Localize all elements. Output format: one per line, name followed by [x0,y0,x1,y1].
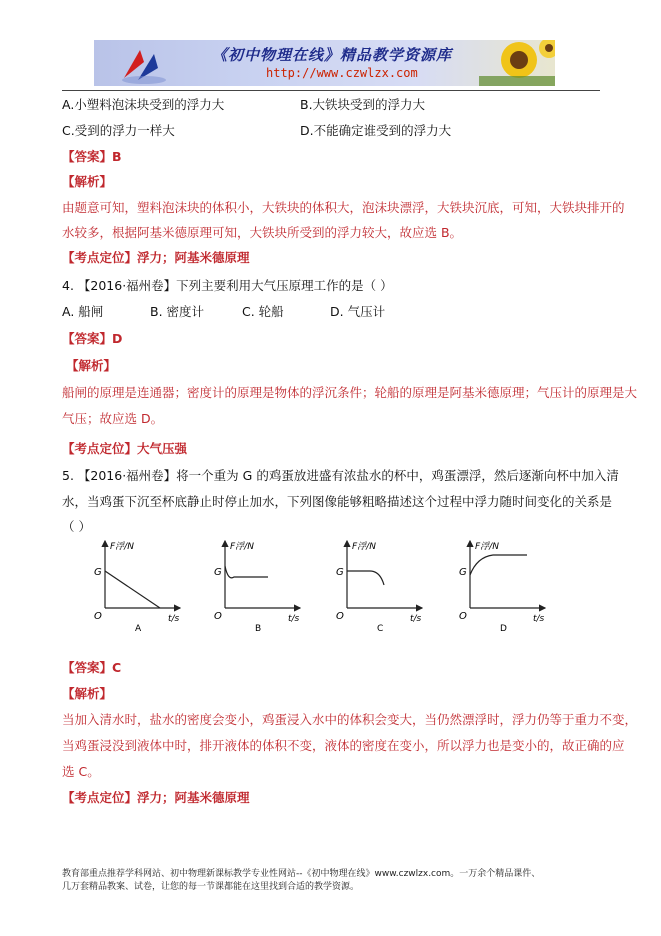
graph-b-g: G [214,567,222,578]
q4-stem: 4. 【2016·福州卷】下列主要利用大气压原理工作的是（ ） [62,278,393,293]
graph-d-label: D [500,624,507,633]
graph-c-x-axis: t/s [410,614,422,624]
header-rule [62,90,600,91]
footer-line-1: 教育部重点推荐学科网站、初中物理新课标教学专业性网站--《初中物理在线》www.czwlzx.com。一万余个精品课件、 [62,869,541,879]
q4-option-d: D. 气压计 [330,304,386,319]
q4-option-a: A. 船闸 [62,304,104,319]
graph-d [459,541,545,633]
q5-answer: 【答案】C [62,660,122,675]
q5-stem-line: 水，当鸡蛋下沉至杯底静止时停止加水，下列图像能够粗略描述这个过程中浮力随时间变化的关系是 [62,494,613,509]
q4-option-c: C. 轮船 [242,304,284,319]
sunflower-icon [479,40,555,86]
graph-a-origin: O [94,611,102,622]
graph-a-x-axis: t/s [168,614,180,624]
q3-answer: 【答案】B [62,149,122,164]
q4-answer: 【答案】D [62,331,123,346]
banner-title: 《初中物理在线》精品教学资源库 [212,46,453,64]
q3-analysis-label: 【解析】 [62,174,113,189]
footer-line-2: 几万套精品教案、试卷，让您的每一节课都能在这里找到合适的教学资源。 [62,882,360,892]
graph-a [94,541,180,633]
banner-url: http://www.czwlzx.com [266,66,418,80]
graph-b-x-axis: t/s [288,614,300,624]
site-logo-icon [114,40,174,86]
q5-topic: 【考点定位】浮力；阿基米德原理 [62,790,250,805]
graph-c-y-axis: F浮/N [352,542,376,552]
graph-c [336,541,422,633]
graph-d-x-axis: t/s [533,614,545,624]
q4-option-b: B. 密度计 [150,304,205,319]
q4-analysis-line: 船闸的原理是连通器；密度计的原理是物体的浮沉条件；轮船的原理是阿基米德原理；气压计的原理是大 [62,385,638,400]
graph-b [214,541,300,633]
graph-a-label: A [135,624,142,633]
q3-option-b: B.大铁块受到的浮力大 [300,97,426,112]
q5-analysis-line: 选 C。 [62,764,100,779]
graph-a-y-axis: F浮/N [110,542,134,552]
graph-a-g: G [94,567,102,578]
q5-stem-line: 5. 【2016·福州卷】将一个重为 G 的鸡蛋放进盛有浓盐水的杯中，鸡蛋漂浮，然后逐渐向杯中加入清 [62,468,619,483]
graph-c-origin: O [336,611,344,622]
q5-stem-line: （ ） [62,519,91,534]
graph-b-y-axis: F浮/N [230,542,254,552]
q4-topic: 【考点定位】大气压强 [62,441,188,456]
graph-c-label: C [377,624,384,633]
q5-analysis-line: 当加入清水时，盐水的密度会变小，鸡蛋浸入水中的体积会变大，当仍然漂浮时，浮力仍等于重力不变， [62,712,638,727]
q4-analysis-label: 【解析】 [66,358,117,373]
graph-c-g: G [336,567,344,578]
q3-analysis-line: 水较多，根据阿基米德原理可知，大铁块所受到的浮力较大，故应选 B。 [62,225,463,240]
q3-option-d: D.不能确定谁受到的浮力大 [300,123,452,138]
q5-graphs [80,533,640,633]
graph-b-origin: O [214,611,222,622]
q4-analysis-line: 气压；故应选 D。 [62,411,164,426]
q3-analysis-line: 由题意可知，塑料泡沫块的体积小，大铁块的体积大，泡沫块漂浮，大铁块沉底，可知，大铁块排开的 [62,200,625,215]
q3-topic: 【考点定位】浮力；阿基米德原理 [62,250,250,265]
graph-d-y-axis: F浮/N [475,542,499,552]
graph-d-origin: O [459,611,467,622]
q5-analysis-line: 当鸡蛋浸没到液体中时，排开液体的体积不变，液体的密度在变小，所以浮力也是变小的，故正确的应 [62,738,625,753]
q5-analysis-label: 【解析】 [62,686,113,701]
header-banner [94,40,555,86]
graph-d-g: G [459,567,467,578]
q3-option-a: A.小塑料泡沫块受到的浮力大 [62,97,225,112]
q3-option-c: C.受到的浮力一样大 [62,123,175,138]
graph-b-label: B [255,624,262,633]
